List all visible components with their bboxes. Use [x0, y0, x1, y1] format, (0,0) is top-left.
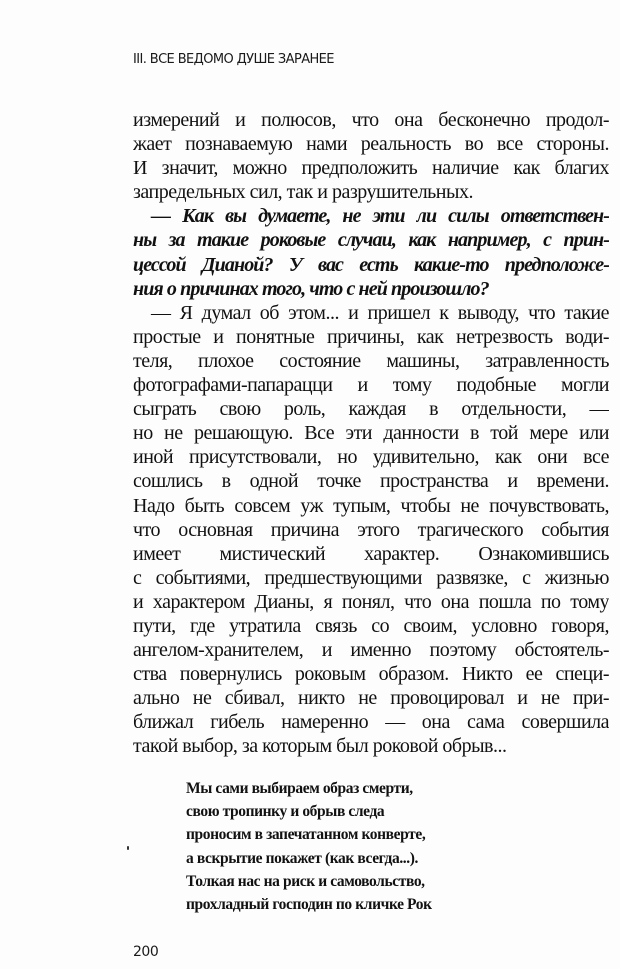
question-line: — Как вы думаете, не эти ли силы ответствен- [151, 205, 609, 228]
body-line: имеет мистический характер. Ознакомившись [133, 542, 609, 565]
body-line: Надо быть совсем уж тупым, чтобы не почувствовать, [133, 494, 609, 517]
body-line: ближал гибель намеренно — она сама совершила [133, 711, 609, 734]
body-line: сошлись в одной точке пространства и времени. [133, 470, 609, 493]
poem-line: свою тропинку и обрыв следа [186, 803, 385, 821]
body-line: сыграть свою роль, каждая в отдельности, — [133, 398, 609, 421]
body-line: с событиями, предшествующими развязке, с жизнью [133, 566, 609, 589]
body-line: но не решающую. Все эти данности в той мере или [133, 422, 609, 445]
body-line: фотографами-папарацци и тому подобные могли [133, 374, 609, 397]
body-line: — Я думал об этом... и пришел к выводу, что такие [151, 301, 609, 324]
question-line: цессой Дианой? У вас есть какие-то предположе- [133, 253, 609, 276]
body-line: ангелом-хранителем, и именно поэтому обстоятель- [133, 639, 609, 662]
body-text [133, 108, 609, 759]
poem [186, 777, 526, 916]
body-line: жает познаваемую нами реальность во все стороны. [133, 133, 609, 156]
body-line: ства повернулись роковым образом. Никто ее специ- [133, 663, 609, 686]
body-line: теля, плохое состояние машины, затравленность [133, 349, 609, 372]
question-line: ны за такие роковые случаи, как например, с прин- [133, 229, 609, 252]
body-line: простые и понятные причины, как нетрезвость води- [133, 325, 609, 348]
body-line: И значит, можно предположить наличие как благих [133, 157, 609, 180]
body-line: такой выбор, за которым был роковой обрыв... [133, 735, 507, 758]
scan-speck [127, 846, 129, 850]
question-line: ния о причинах того, что с ней произошло? [133, 277, 489, 300]
body-line: измерений и полюсов, что она бесконечно продол- [133, 109, 609, 131]
body-line: ально не сбивал, никто не провоцировал и не при- [133, 687, 609, 710]
page-number: 200 [133, 944, 159, 960]
poem-line: а вскрытие покажет (как всегда...). [186, 849, 418, 867]
body-line: что основная причина этого трагического события [133, 518, 609, 541]
running-head: III. ВСЕ ВЕДОМО ДУШЕ ЗАРАНЕЕ [133, 52, 334, 67]
body-line: иной присутствовали, но удивительно, как они все [133, 446, 609, 469]
poem-line: Толкая нас на риск и самовольство, [186, 872, 425, 890]
body-line: запредельных сил, так и разрушительных. [133, 181, 473, 204]
poem-line: Мы сами выбираем образ смерти, [186, 780, 413, 797]
body-line: и характером Дианы, я понял, что она пошла по тому [133, 590, 609, 613]
poem-line: проносим в запечатанном конверте, [186, 826, 426, 844]
body-line: пути, где утратила связь со своим, условно говоря, [133, 614, 609, 637]
poem-line: прохладный господин по кличке Рок [186, 895, 432, 913]
